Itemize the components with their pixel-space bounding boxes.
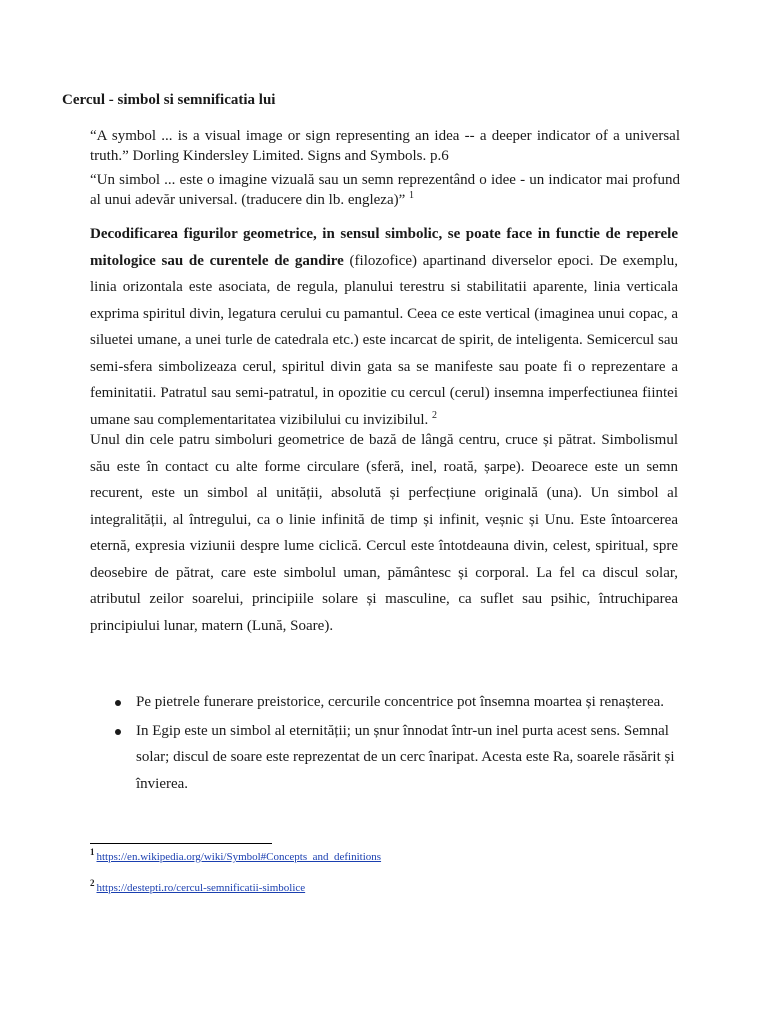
footnote-number: 1 — [90, 847, 95, 858]
footnote-2 — [90, 878, 306, 894]
page-title: Cercul - simbol si semnificatia lui — [62, 92, 276, 108]
bullet-icon — [115, 700, 121, 706]
paragraph-decoding-text: (filozofice) apartinand diverselor epoci. De exemplu, linia orizontala este asociata, de regula, planului terestru si stabilitatii aparente, linia verticala exprima spiritul divin, legatura cerului cu pamantul. Ceea ce este vertical (imaginea unui copac, a siluetei umane, a unei turle de catedrala etc.) este incarcat de spirit, de inteligenta. Semicercul sau semi-sfera simbolizeaza cerul, spiritul divin gata sa se manifeste sau poate fi o reprezentare a feminitatii. Patratul sau semi-patratul, in opozitie cu cercul (cerul) insemna imperfectiunea fiintei umane sau complementaritatea vizibilului cu invizibilul. — [90, 252, 679, 428]
list-item — [112, 718, 682, 798]
footnote-1 — [90, 847, 382, 863]
paragraph-decoding — [90, 221, 678, 433]
footnote-ref-1[interactable]: 1 — [409, 190, 415, 201]
quote-romanian-text: “Un simbol ... este o imagine vizuală sau un semn reprezentând o idee - un indicator mai profund al unui adevăr universal. (traducere din lb. engleza)” — [90, 172, 680, 208]
footnote-ref-2[interactable]: 2 — [431, 409, 437, 421]
quote-english-text: “A symbol ... is a visual image or sign representing an idea -- a deeper indicator of a universal truth.” Dorling Kindersley Limited. Signs and Symbols. p.6 — [90, 128, 680, 164]
paragraph-circle-symbolism: Unul din cele patru simboluri geometrice de bază de lângă centru, cruce și pătrat. Simbolismul său este în contact cu alte forme circulare (sferă, inel, roată, șarpe). Deoarece este un semn recurent, este un simbol al unității, absolută și perfecțiune originală (una). Un simbol al integralității, al întregului, ca o linie infinită de timp și infinit, veșnic și Unu. Este întoarcerea eternă, expresia viziunii despre lume ciclică. Cercul este întotdeauna divin, celest, spiritual, spre deosebire de pătrat, care este simbolul uman, pământesc și corporal. La fel ca discul solar, atributul zeilor soarelui, principiile solare și masculine, ca suflet sau psihic, întruchiparea principiului lunar, matern (Lună, Soare). — [90, 432, 678, 634]
footnote-number: 2 — [90, 878, 95, 889]
quote-english — [90, 126, 680, 166]
footnote-divider — [90, 843, 272, 844]
footnote-link[interactable]: https://destepti.ro/cercul-semnificatii-simbolice — [96, 882, 306, 894]
list-item-text: Pe pietrele funerare preistorice, cercurile concentrice pot însemna moartea și renașterea. — [136, 694, 665, 710]
bullet-list — [112, 689, 682, 799]
paragraph-decoding-bold: Decodificarea figurilor geometrice, in sensul simbolic, se poate face in functie de reperele mitologice sau de curentele de gandire — [90, 226, 678, 269]
quote-romanian — [90, 170, 680, 210]
footnote-link[interactable]: https://en.wikipedia.org/wiki/Symbol#Concepts_and_definitions — [96, 851, 382, 863]
list-item — [112, 689, 682, 716]
list-item-text: In Egip este un simbol al eternității; un șnur înnodat într-un inel purta acest sens. Semnal solar; discul de soare este reprezentat de un cerc înaripat. Acesta este Ra, soarele răsărit și învierea. — [136, 722, 675, 792]
bullet-icon — [115, 729, 121, 735]
